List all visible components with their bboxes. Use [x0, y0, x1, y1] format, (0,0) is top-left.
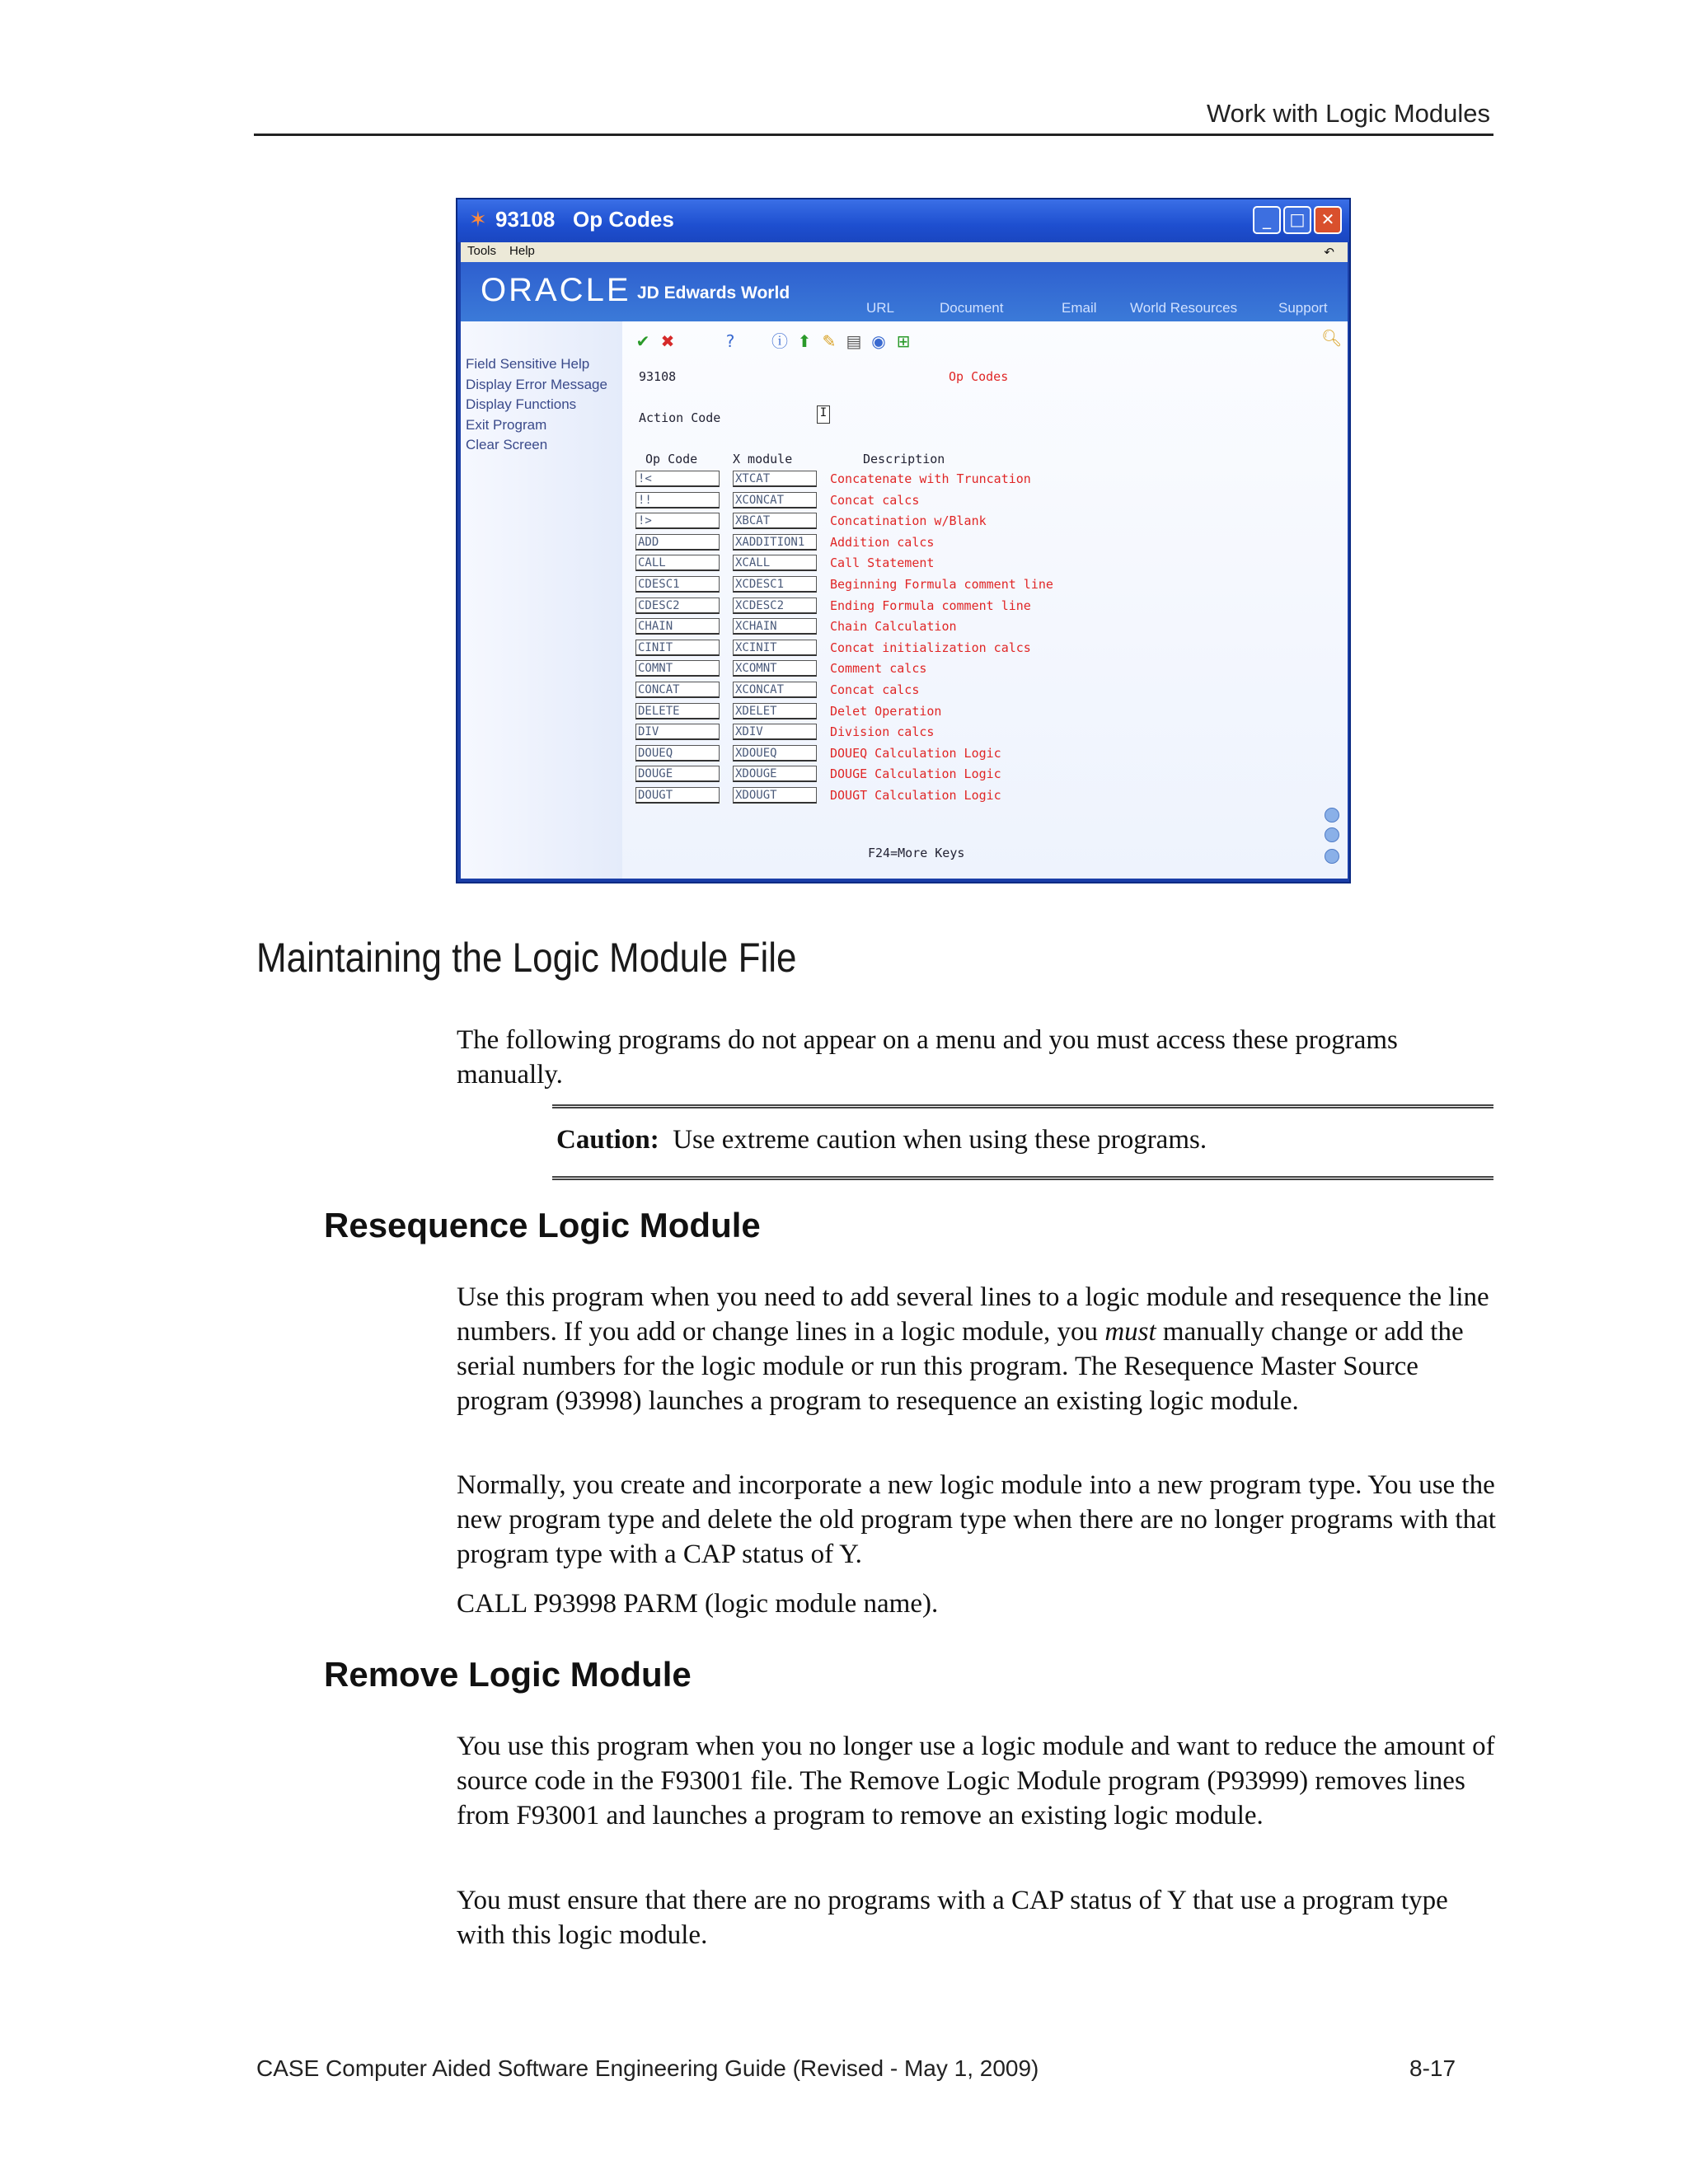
search-icon[interactable]: 🔍︎ [1321, 328, 1343, 348]
oracle-banner [461, 262, 1348, 321]
menu-help[interactable]: Help [509, 244, 535, 258]
op-code-field[interactable]: DOUEQ [635, 745, 720, 762]
op-code-row [622, 533, 1348, 555]
op-code-description: DOUGE Calculation Logic [830, 766, 1001, 782]
x-module-field[interactable]: XCINIT [733, 640, 817, 656]
op-code-field[interactable]: CONCAT [635, 682, 720, 698]
op-code-field[interactable]: CALL [635, 555, 720, 571]
export-icon[interactable]: ⊞ [896, 331, 911, 351]
op-code-description: Comment calcs [830, 661, 927, 677]
nav-support[interactable]: Support [1278, 300, 1328, 316]
help-icon[interactable]: ? [725, 331, 735, 351]
op-code-row [622, 617, 1348, 639]
op-code-field[interactable]: !> [635, 513, 720, 529]
op-code-row [622, 512, 1348, 533]
op-code-description: Concat calcs [830, 682, 920, 697]
resequence-heading: Resequence Logic Module [324, 1206, 761, 1244]
nav-document[interactable]: Document [940, 300, 1004, 316]
x-module-field[interactable]: XDELET [733, 703, 817, 719]
op-code-field[interactable]: DOUGT [635, 787, 720, 804]
scroll-down-icon[interactable] [1325, 827, 1339, 842]
op-code-description: Concat initialization calcs [830, 640, 1031, 655]
op-code-row [622, 744, 1348, 766]
x-module-field[interactable]: XCOMNT [733, 660, 817, 677]
op-code-field[interactable]: DIV [635, 724, 720, 740]
toolbar [631, 328, 916, 353]
caution-box [552, 1104, 1493, 1180]
menu-bar [461, 242, 1348, 262]
window-titlebar [457, 199, 1349, 242]
side-field-sensitive-help[interactable]: Field Sensitive Help [466, 356, 590, 372]
side-exit-program[interactable]: Exit Program [466, 416, 547, 433]
more-keys-hint: F24=More Keys [868, 846, 965, 860]
op-code-field[interactable]: CDESC2 [635, 598, 720, 614]
col-header-description: Description [863, 452, 945, 466]
x-module-field[interactable]: XCHAIN [733, 618, 817, 635]
section-title: Maintaining the Logic Module File [256, 935, 797, 981]
op-code-row [622, 681, 1348, 702]
op-code-row [622, 723, 1348, 744]
op-code-row [622, 765, 1348, 786]
op-code-description: Division calcs [830, 724, 935, 740]
up-arrow-icon[interactable]: ⬆ [797, 331, 812, 351]
side-clear-screen[interactable]: Clear Screen [466, 437, 548, 452]
scroll-up-icon[interactable] [1325, 808, 1339, 823]
x-module-field[interactable]: XDIV [733, 724, 817, 740]
function-sidebar [461, 321, 622, 879]
screen-content [622, 321, 1348, 879]
x-module-field[interactable]: XCDESC2 [733, 598, 817, 614]
op-code-description: Concat calcs [830, 492, 920, 508]
nav-url[interactable]: URL [866, 300, 895, 316]
op-code-field[interactable]: CDESC1 [635, 576, 720, 593]
op-code-description: Concatenate with Truncation [830, 471, 1031, 486]
resize-arrow-icon[interactable]: ↶ [1324, 245, 1334, 260]
minimize-icon[interactable]: _ [1253, 206, 1281, 234]
op-code-field[interactable]: DOUGE [635, 766, 720, 782]
x-module-field[interactable]: XCALL [733, 555, 817, 571]
x-module-field[interactable]: XDOUGE [733, 766, 817, 782]
col-header-x-module: X module [733, 452, 793, 466]
enter-check-icon[interactable]: ✔ [635, 331, 650, 351]
op-codes-window-screenshot [456, 198, 1351, 883]
running-header-text: Work with Logic Modules [1206, 99, 1490, 128]
side-display-functions[interactable]: Display Functions [466, 396, 577, 412]
window-title: 93108 Op Codes [495, 207, 674, 232]
remove-paragraph-1: You use this program when you no longer use a logic module and want to reduce the amount of source code in the F93001 file. The Remove Logic Module program (P93999) removes lines from F93001 and launches a program to remove an existing logic module. [457, 1732, 1495, 1830]
x-module-field[interactable]: XCONCAT [733, 682, 817, 698]
col-header-op-code: Op Code [645, 452, 698, 466]
side-display-error-message[interactable]: Display Error Message [466, 376, 607, 392]
op-code-description: Delet Operation [830, 703, 942, 719]
op-code-description: Beginning Formula comment line [830, 577, 1053, 592]
remove-paragraph-2: You must ensure that there are no programs with a CAP status of Y that use a program type with this logic module. [457, 1886, 1448, 1950]
footer-title: CASE Computer Aided Software Engineering Guide (Revised - May 1, 2009) [256, 2055, 1039, 2081]
op-code-field[interactable]: !! [635, 492, 720, 509]
x-module-field[interactable]: XCONCAT [733, 492, 817, 509]
zoom-icon[interactable] [1325, 849, 1339, 864]
op-code-description: Chain Calculation [830, 619, 957, 635]
remove-heading: Remove Logic Module [324, 1655, 692, 1694]
page-number: 8-17 [1409, 2055, 1456, 2081]
app-icon: ✶ [469, 208, 487, 232]
caution-text: Use extreme caution when using these programs. [673, 1125, 1207, 1155]
intro-paragraph: The following programs do not appear on a menu and you must access these programs manually. [457, 1025, 1398, 1090]
op-code-row [622, 554, 1348, 575]
nav-email[interactable]: Email [1062, 300, 1097, 316]
op-code-description: Ending Formula comment line [830, 598, 1031, 613]
op-code-description: DOUGT Calculation Logic [830, 788, 1001, 803]
op-code-row [622, 575, 1348, 597]
info-icon[interactable]: ⓘ [771, 331, 788, 351]
menu-tools[interactable]: Tools [467, 244, 497, 258]
op-code-field[interactable]: COMNT [635, 660, 720, 677]
x-module-field[interactable]: XDOUEQ [733, 745, 817, 762]
edit-pencil-icon[interactable]: ✎ [822, 331, 837, 351]
op-code-row [622, 659, 1348, 681]
x-module-field[interactable]: XDOUGT [733, 787, 817, 804]
op-code-description: DOUEQ Calculation Logic [830, 745, 1001, 761]
op-code-description: Addition calcs [830, 534, 935, 550]
oracle-logo: ORACLE [481, 272, 631, 308]
x-module-field[interactable]: XCDESC1 [733, 576, 817, 593]
close-icon[interactable]: ✕ [1314, 206, 1342, 234]
resequence-paragraph-1: Use this program when you need to add several lines to a logic module and resequence the line numbers. If you add or change lines in a logic module, you must manually change or add the serial numbers for the logic module or run this program. The Resequence Master Source program (93998) launches a program to resequence an existing logic module. [457, 1282, 1489, 1416]
op-code-field[interactable]: DELETE [635, 703, 720, 719]
jde-world-logo: JD Edwards World [637, 284, 790, 302]
refresh-icon[interactable]: ◉ [871, 331, 886, 351]
op-code-row [622, 597, 1348, 618]
op-code-field[interactable]: CHAIN [635, 618, 720, 635]
op-code-description: Concatination w/Blank [830, 513, 987, 529]
op-code-field[interactable]: ADD [635, 534, 720, 551]
screen-title: Op Codes [949, 369, 1009, 384]
clipboard-icon[interactable]: ▤ [846, 331, 862, 351]
op-code-field[interactable]: CINIT [635, 640, 720, 656]
op-code-row [622, 639, 1348, 660]
running-header [254, 96, 1493, 136]
resequence-paragraph-2: Normally, you create and incorporate a new logic module into a new program type. You use the new program type and delete the old program type when there are no longer programs with that program type with a CAP status of Y. [457, 1470, 1496, 1569]
nav-world-resources[interactable]: World Resources [1130, 300, 1238, 316]
action-code-label: Action Code [639, 410, 721, 425]
op-code-row [622, 470, 1348, 491]
x-module-field[interactable]: XBCAT [733, 513, 817, 529]
cancel-x-icon[interactable]: ✖ [660, 331, 675, 351]
op-code-row [622, 491, 1348, 513]
program-id: 93108 [639, 369, 677, 384]
action-code-field[interactable]: I [817, 405, 830, 424]
maximize-icon[interactable]: □ [1283, 206, 1311, 234]
caution-label: Caution: [556, 1125, 659, 1155]
x-module-field[interactable]: XTCAT [733, 471, 817, 487]
op-code-row [622, 786, 1348, 808]
op-code-field[interactable]: !< [635, 471, 720, 487]
resequence-call: CALL P93998 PARM (logic module name). [457, 1589, 939, 1619]
op-code-description: Call Statement [830, 555, 935, 571]
x-module-field[interactable]: XADDITION1 [733, 534, 817, 551]
op-code-row [622, 702, 1348, 724]
